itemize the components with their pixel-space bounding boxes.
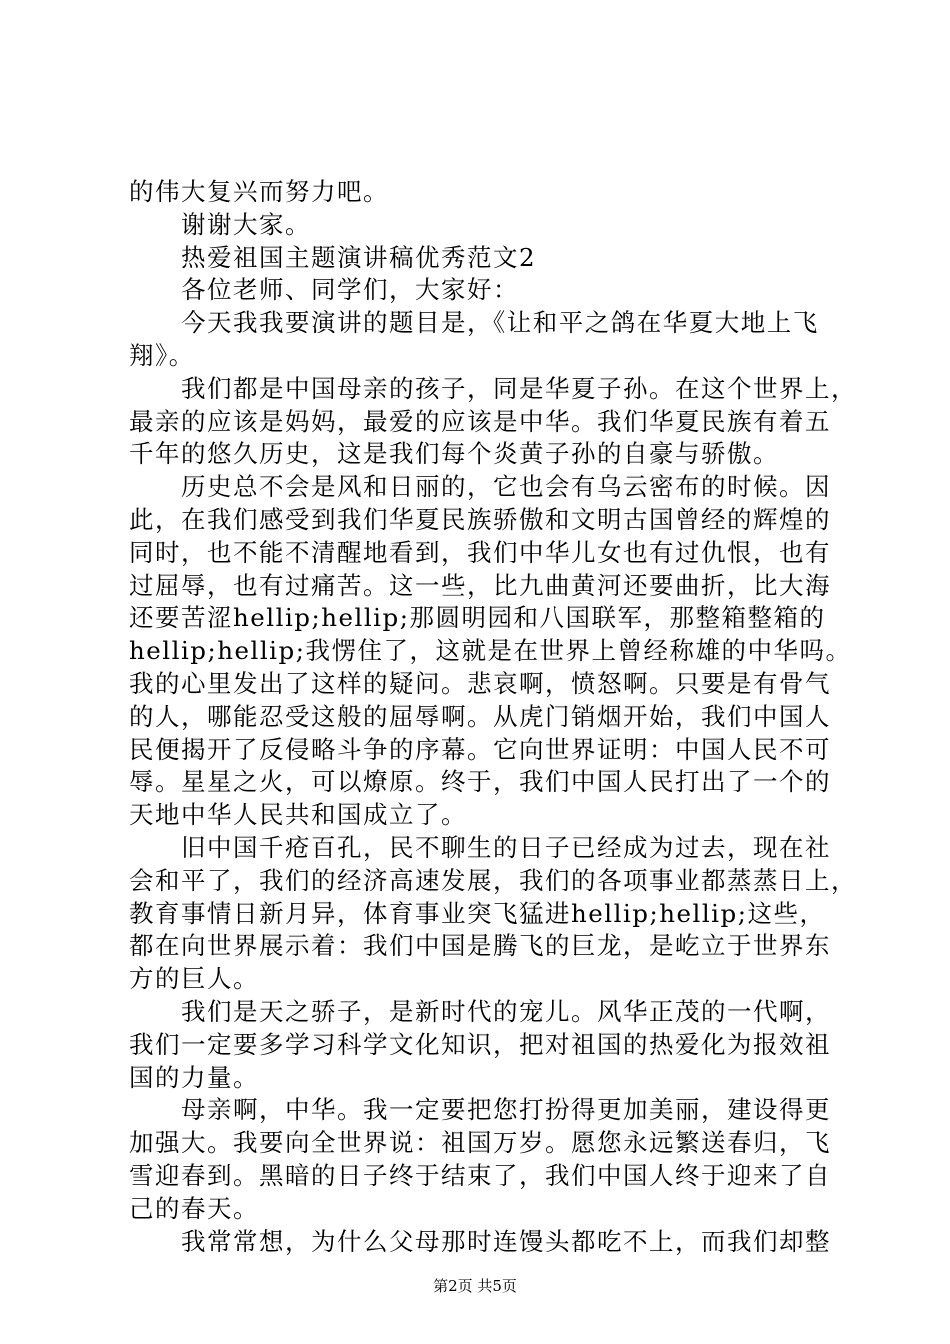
text-line: 民便揭开了反侵略斗争的序幕。它向世界证明：中国人民不可 [129, 734, 831, 764]
text-line: 热爱祖国主题演讲稿优秀范文2 [129, 242, 537, 272]
text-line: 千年的悠久历史，这是我们每个炎黄子孙的自豪与骄傲。 [129, 439, 779, 469]
text-line: 我的心里发出了这样的疑问。悲哀啊，愤怒啊。只要是有骨气 [129, 668, 831, 698]
text-line: 天地中华人民共和国成立了。 [129, 800, 467, 830]
text-line: 旧中国千疮百孔，民不聊生的日子已经成为过去，现在社 [129, 832, 831, 862]
text-line: 我们都是中国母亲的孩子，同是华夏子孙。在这个世界上， [129, 373, 857, 403]
text-line: 辱。星星之火，可以燎原。终于，我们中国人民打出了一个的 [129, 767, 831, 797]
text-line: 历史总不会是风和日丽的，它也会有乌云密布的时候。因 [129, 472, 831, 502]
text-line: 我们是天之骄子，是新时代的宠儿。风华正茂的一代啊， [129, 996, 831, 1026]
text-line: 各位老师、同学们，大家好： [129, 275, 519, 305]
text-line: 此，在我们感受到我们华夏民族骄傲和文明古国曾经的辉煌的 [129, 504, 831, 534]
text-line: 国的力量。 [129, 1062, 259, 1092]
text-line: 今天我我要演讲的题目是，《让和平之鸽在华夏大地上飞 [129, 308, 819, 338]
text-line: 过屈辱，也有过痛苦。这一些，比九曲黄河还要曲折，比大海 [129, 570, 831, 600]
text-line: 雪迎春到。黑暗的日子终于结束了，我们中国人终于迎来了自 [129, 1160, 831, 1190]
text-line: 还要苦涩hellip;hellip;那圆明园和八国联军，那整箱整箱的 [129, 603, 826, 633]
text-line: 教育事情日新月异，体育事业突飞猛进hellip;hellip;这些， [129, 898, 826, 928]
text-line: 谢谢大家。 [129, 209, 311, 239]
text-line: 加强大。我要向全世界说：祖国万岁。愿您永远繁送春归，飞 [129, 1128, 831, 1158]
text-line: 方的巨人。 [129, 964, 259, 994]
text-line: 我们一定要多学习科学文化知识，把对祖国的热爱化为报效祖 [129, 1029, 831, 1059]
text-line: 母亲啊，中华。我一定要把您打扮得更加美丽，建设得更 [129, 1095, 831, 1125]
text-line: 会和平了，我们的经济高速发展，我们的各项事业都蒸蒸日上， [129, 865, 857, 895]
text-line: 都在向世界展示着：我们中国是腾飞的巨龙，是屹立于世界东 [129, 931, 831, 961]
text-line: 的伟大复兴而努力吧。 [129, 177, 389, 206]
text-line: 我常常想，为什么父母那时连馒头都吃不上，而我们却整 [129, 1226, 831, 1256]
text-line: hellip;hellip;我愣住了，这就是在世界上曾经称雄的中华吗。 [129, 636, 852, 666]
page-number-footer: 第2页 共5页 [433, 1277, 517, 1295]
text-line: 翔》。 [129, 340, 195, 370]
body-text [129, 176, 857, 1258]
text-line: 同时，也不能不清醒地看到，我们中华儿女也有过仇恨，也有 [129, 537, 831, 567]
text-line: 最亲的应该是妈妈，最爱的应该是中华。我们华夏民族有着五 [129, 406, 831, 436]
text-line: 的人，哪能忍受这般的屈辱啊。从虎门销烟开始，我们中国人 [129, 701, 831, 731]
text-line: 己的春天。 [129, 1193, 259, 1223]
